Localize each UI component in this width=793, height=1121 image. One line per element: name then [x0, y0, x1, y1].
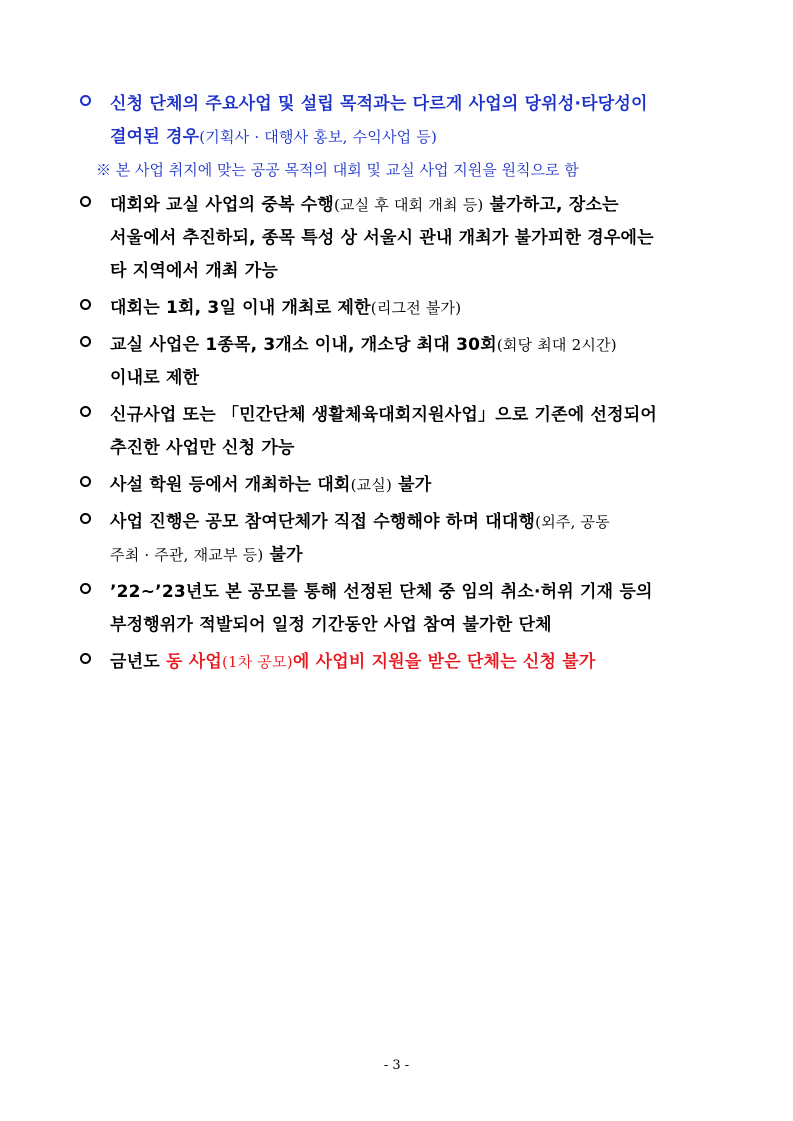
- item-line: [110, 222, 730, 255]
- item-line: [110, 292, 730, 325]
- text-segment: (리그전 불가): [370, 299, 462, 317]
- text-segment: 이내로 제한: [110, 368, 200, 388]
- circle-bullet-icon: [80, 653, 91, 664]
- text-segment: (외주, 공동: [535, 513, 610, 531]
- list-item: [80, 469, 730, 502]
- list-item: [80, 329, 730, 395]
- item-line: [110, 539, 730, 572]
- circle-bullet-icon: [80, 583, 91, 594]
- item-line: [110, 362, 730, 395]
- circle-bullet-icon: [80, 299, 91, 310]
- text-segment: 대회와 교실 사업의 중복 수행: [110, 195, 334, 215]
- item-line: [110, 255, 730, 288]
- text-segment: 결여된 경우: [110, 127, 200, 147]
- item-line: [110, 121, 730, 154]
- text-segment: (기획사 · 대행사 홍보, 수익사업 등): [199, 128, 438, 146]
- text-segment: 타 지역에서 개최 가능: [110, 261, 278, 281]
- policy-note: ※ 본 사업 취지에 맞는 공공 목적의 대회 및 교실 사업 지원을 원칙으로 함: [96, 161, 579, 179]
- item-line: [110, 88, 730, 121]
- text-segment: 금년도: [110, 652, 166, 672]
- item-line: [110, 576, 730, 609]
- text-segment: 사설 학원 등에서 개최하는 대회: [110, 475, 351, 495]
- item-line: [110, 189, 730, 222]
- text-segment: 동 사업: [165, 652, 222, 672]
- text-segment: 불가: [263, 545, 303, 565]
- item-line: [110, 432, 730, 465]
- item-line: [110, 609, 730, 642]
- text-segment: 신규사업 또는 「민간단체 생활체육대회지원사업」으로 기존에 선정되어: [110, 405, 658, 425]
- page-number: - 3 -: [383, 1058, 410, 1073]
- text-segment: 추진한 사업만 신청 가능: [110, 438, 295, 458]
- text-segment: 교실 사업은 1종목, 3개소 이내, 개소당 최대 30회: [110, 335, 497, 355]
- text-segment: 에 사업비 지원을 받은 단체는 신청 불가: [292, 652, 596, 672]
- item-line: [110, 646, 730, 679]
- circle-bullet-icon: [80, 336, 91, 347]
- text-segment: 대회는 1회, 3일 이내 개최로 제한: [110, 298, 371, 318]
- text-segment: 신청 단체의 주요사업 및 설립 목적과는 다르게 사업의 당위성·타당성이: [110, 94, 648, 114]
- list-item: [80, 506, 730, 572]
- text-segment: 주최 · 주관, 재교부 등): [110, 546, 264, 564]
- text-segment: (교실): [350, 476, 393, 494]
- text-segment: (회당 최대 2시간): [496, 336, 617, 354]
- list-item: [80, 399, 730, 465]
- circle-bullet-icon: [80, 476, 91, 487]
- text-segment: ’22~’23년도 본 공모를 통해 선정된 단체 중 임의 취소·허위 기재 등의: [110, 582, 653, 602]
- list-item: [80, 189, 730, 288]
- requirement-list: [80, 88, 730, 683]
- text-segment: (1차 공모): [221, 653, 293, 671]
- text-segment: 불가: [392, 475, 432, 495]
- text-segment: (교실 후 대회 개최 등): [333, 196, 484, 214]
- item-line: [110, 329, 730, 362]
- list-item: [80, 646, 730, 679]
- list-item: [80, 88, 730, 154]
- circle-bullet-icon: [80, 406, 91, 417]
- item-line: [110, 506, 730, 539]
- item-line: [110, 399, 730, 432]
- list-item: [80, 292, 730, 325]
- item-line: [110, 469, 730, 502]
- text-segment: 사업 진행은 공모 참여단체가 직접 수행해야 하며 대대행: [110, 512, 536, 532]
- text-segment: 불가하고, 장소는: [483, 195, 619, 215]
- circle-bullet-icon: [80, 196, 91, 207]
- circle-bullet-icon: [80, 95, 91, 106]
- circle-bullet-icon: [80, 513, 91, 524]
- list-item: [80, 576, 730, 642]
- text-segment: 서울에서 추진하되, 종목 특성 상 서울시 관내 개최가 불가피한 경우에는: [110, 228, 654, 248]
- text-segment: 부정행위가 적발되어 일정 기간동안 사업 참여 불가한 단체: [110, 615, 552, 635]
